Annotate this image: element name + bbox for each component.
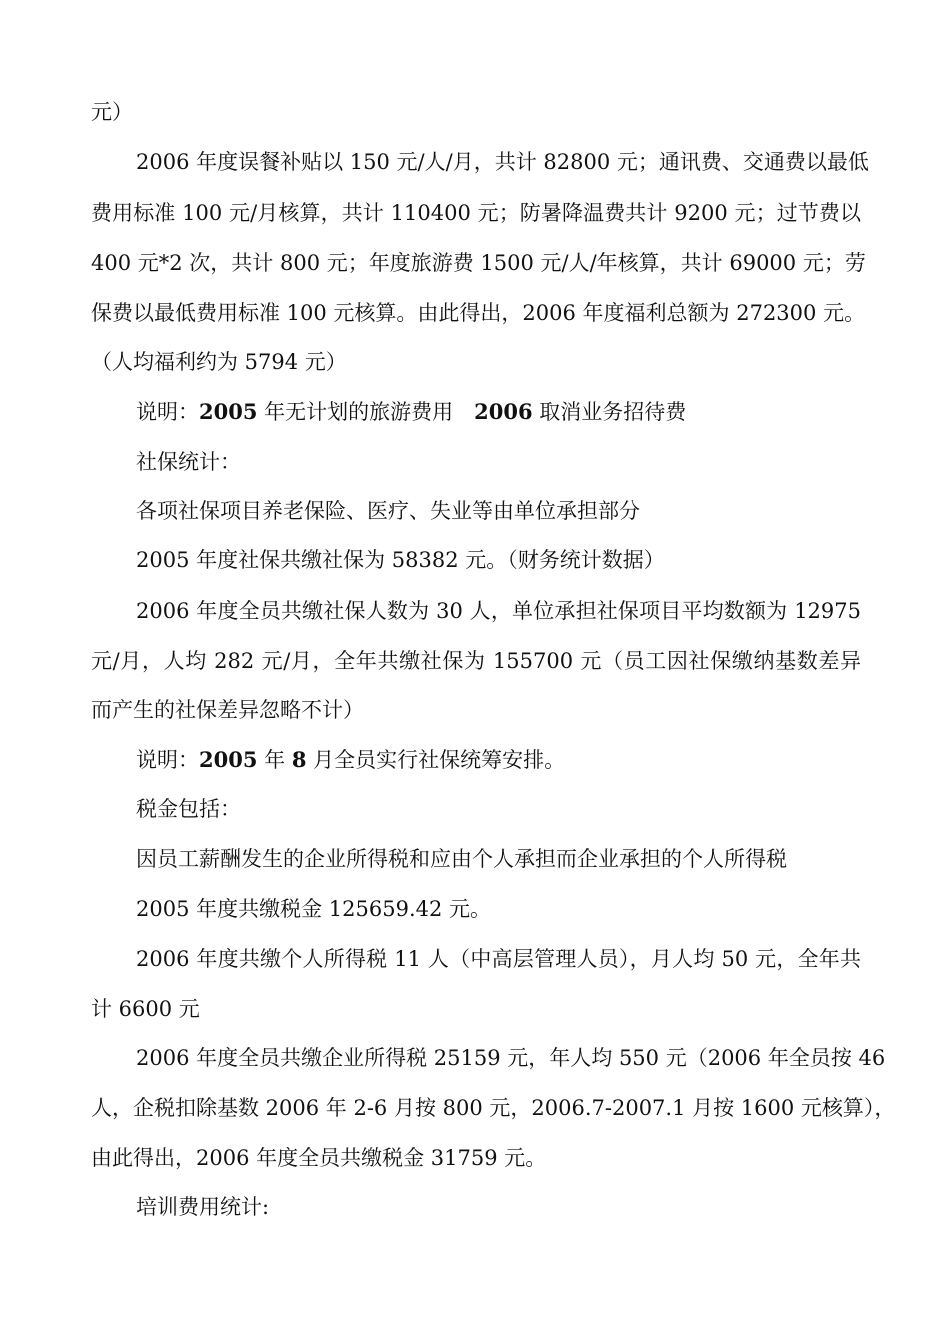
- note-text: 月全员实行社保统筹安排。: [306, 748, 566, 772]
- text-line: 人，企税扣除基数 2006 年 2-6 月按 800 元，2006.7-2007.1 月按 1600 元核算），: [91, 1096, 896, 1120]
- text-line: 2006 年度误餐补贴以 150 元/人/月，共计 82800 元；通讯费、交通费以最低: [136, 150, 869, 174]
- text-line: 2006 年度共缴个人所得税 11 人（中高层管理人员），月人均 50 元，全年共: [136, 947, 861, 971]
- section-heading: 培训费用统计:: [136, 1195, 270, 1219]
- text-line: 2006 年度全员共缴企业所得税 25159 元，年人均 550 元（2006 年全员按 46: [136, 1046, 886, 1070]
- text-line: 计 6600 元: [91, 997, 200, 1021]
- text-line: 400 元*2 次，共计 800 元；年度旅游费 1500 元/人/年核算，共计 69000 元；劳: [91, 251, 866, 275]
- note-prefix: 说明：: [136, 748, 199, 772]
- text-line: （人均福利约为 5794 元）: [91, 350, 347, 374]
- text-line: 2005 年度共缴税金 125659.42 元。: [136, 897, 492, 921]
- text-line: 2005 年度社保共缴社保为 58382 元。（财务统计数据）: [136, 548, 665, 572]
- note-line: [136, 397, 686, 427]
- note-text: 取消业务招待费: [532, 400, 687, 424]
- text-line: 费用标准 100 元/月核算，共计 110400 元；防暑降温费共计 9200 元；过节费以: [91, 201, 861, 225]
- section-heading: 税金包括：: [136, 797, 241, 821]
- text-line: 各项社保项目养老保险、医疗、失业等由单位承担部分: [136, 499, 640, 523]
- text-line: 由此得出，2006 年度全员共缴税金 31759 元。: [91, 1146, 547, 1170]
- note-prefix: 说明：: [136, 400, 199, 424]
- note-text: 年: [257, 748, 292, 772]
- text-line: 而产生的社保差异忽略不计）: [91, 698, 364, 722]
- note-line: [136, 745, 565, 775]
- note-year: 2006: [474, 399, 533, 424]
- text-line: 因员工薪酬发生的企业所得税和应由个人承担而企业承担的个人所得税: [136, 847, 787, 871]
- text-line: 元）: [91, 100, 133, 124]
- note-year: 2005: [199, 399, 258, 424]
- note-month: 8: [291, 747, 307, 772]
- text-line: 元/月，人均 282 元/月，全年共缴社保为 155700 元（员工因社保缴纳基数差异: [91, 649, 861, 673]
- section-heading: 社保统计：: [136, 450, 241, 474]
- text-line: 2006 年度全员共缴社保人数为 30 人，单位承担社保项目平均数额为 12975: [136, 599, 861, 623]
- note-year: 2005: [199, 747, 258, 772]
- text-line: 保费以最低费用标准 100 元核算。由此得出，2006 年度福利总额为 272300 元。: [91, 301, 866, 325]
- note-text: 年无计划的旅游费用: [257, 400, 475, 424]
